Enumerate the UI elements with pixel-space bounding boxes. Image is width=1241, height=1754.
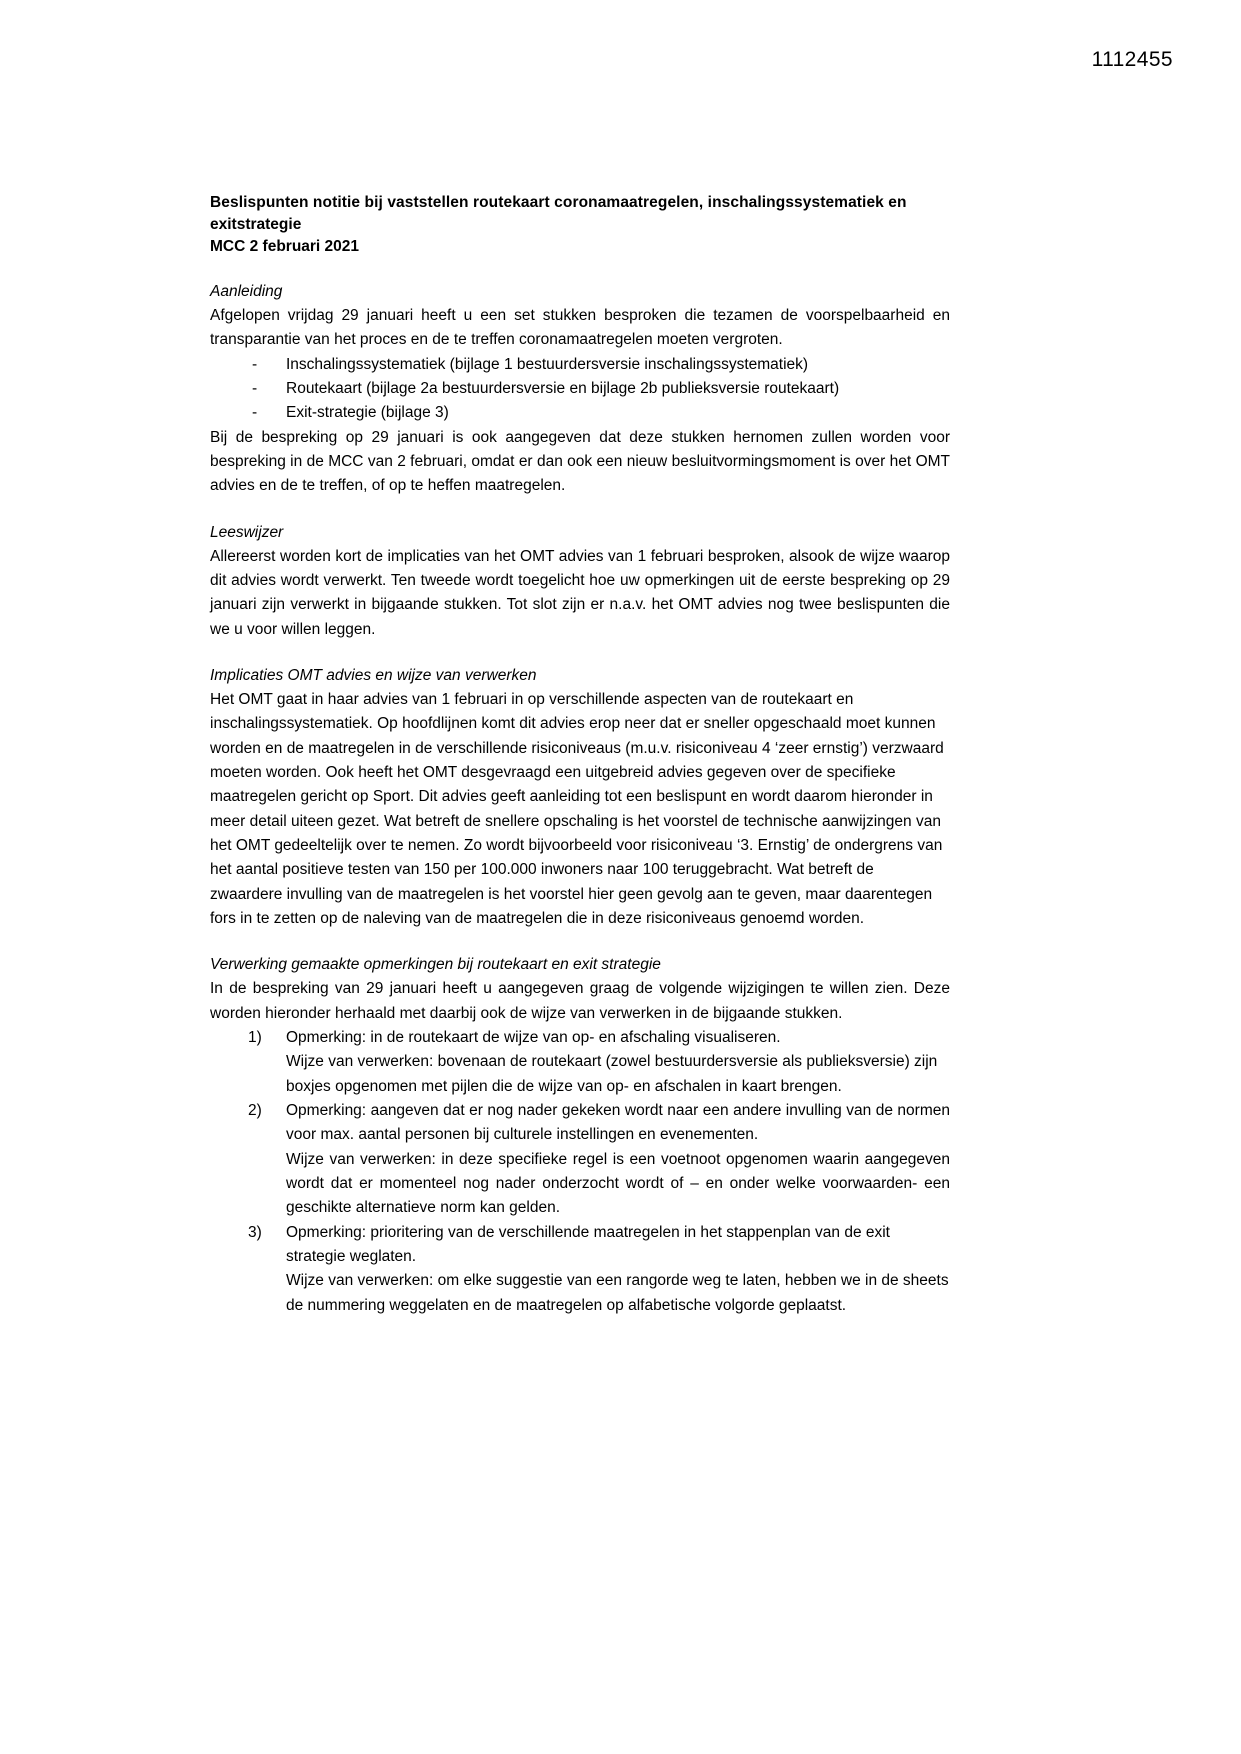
list-item-marker: 2)	[248, 1101, 262, 1119]
list-item	[210, 401, 950, 425]
dash-bullet-icon: -	[252, 355, 258, 373]
list-item-remark: Opmerking: in de routekaart de wijze van op- en afschaling visualiseren.	[286, 1028, 781, 1046]
leeswijzer-paragraph: Allereerst worden kort de implicaties van het OMT advies van 1 februari besproken, alsook de wijze waarop dit advies wordt verwerkt. Ten tweede wordt toegelicht hoe uw opmerkingen uit de eerste bespreking op 29 januari zijn verwerkt in bijgaande stukken. Tot slot zijn er n.a.v. het OMT advies nog twee beslispunten die we u voor willen leggen.	[210, 547, 950, 638]
section-heading-verwerking: Verwerking gemaakte opmerkingen bij routekaart en exit strategie	[210, 956, 661, 974]
section-aanleiding	[210, 280, 950, 499]
section-heading-implicaties: Implicaties OMT advies en wijze van verwerken	[210, 666, 537, 684]
list-item-processing: Wijze van verwerken: om elke suggestie van een rangorde weg te laten, hebben we in de sheets de nummering weggelaten en de maatregelen op alfabetische volgorde geplaatst.	[286, 1272, 949, 1314]
list-item	[210, 377, 950, 401]
list-item-processing: Wijze van verwerken: bovenaan de routekaart (zowel bestuurdersversie als publieksversie) zijn boxjes opgenomen met pijlen die de wijze van op- en afschalen in kaart brengen.	[286, 1053, 938, 1095]
list-item-processing: Wijze van verwerken: in deze specifieke regel is een voetnoot opgenomen waarin aangegeven wordt dat er momenteel nog nader onderzocht wordt of – en onder welke voorwaarden- een geschikte alternatieve norm kan gelden.	[286, 1150, 950, 1217]
list-item-remark: Opmerking: aangeven dat er nog nader gekeken wordt naar een andere invulling van de normen voor max. aantal personen bij culturele instellingen en evenementen.	[286, 1101, 950, 1144]
verwerking-numbered-list	[210, 1026, 950, 1318]
list-item	[210, 1026, 950, 1099]
aanleiding-intro-paragraph: Afgelopen vrijdag 29 januari heeft u een set stukken besproken die tezamen de voorspelbaarheid en transparantie van het proces en de te treffen coronamaatregelen moeten vergroten.	[210, 307, 950, 349]
list-item-remark: Opmerking: prioritering van de verschillende maatregelen in het stappenplan van de exit strategie weglaten.	[286, 1223, 890, 1265]
section-implicaties-omt-advies	[210, 664, 950, 931]
list-item	[210, 353, 950, 377]
list-item-marker: 3)	[248, 1223, 262, 1241]
section-leeswijzer	[210, 521, 950, 642]
list-item-label: Routekaart (bijlage 2a bestuurdersversie en bijlage 2b publieksversie routekaart)	[286, 380, 840, 397]
dash-bullet-icon: -	[252, 404, 258, 422]
meeting-date: MCC 2 februari 2021	[210, 238, 360, 255]
section-verwerking-opmerkingen	[210, 953, 950, 1318]
list-item-label: Exit-strategie (bijlage 3)	[286, 404, 449, 422]
section-heading-leeswijzer: Leeswijzer	[210, 523, 284, 541]
document-body	[210, 192, 950, 1318]
list-item-label: Inschalingssystematiek (bijlage 1 bestuurdersversie inschalingssystematiek)	[286, 355, 809, 373]
document-title-line-2: exitstrategie	[210, 216, 302, 233]
page-number: 1112455	[1091, 48, 1173, 71]
list-item-marker: 1)	[248, 1028, 262, 1046]
list-item	[210, 1221, 950, 1318]
aanleiding-bullet-list	[210, 353, 950, 426]
aanleiding-outro-paragraph: Bij de bespreking op 29 januari is ook aangegeven dat deze stukken hernomen zullen worden voor bespreking in de MCC van 2 februari, omdat er dan ook een nieuw besluitvormingsmoment is over het OMT advies en de te treffen, of op te heffen maatregelen.	[210, 428, 950, 495]
list-item	[210, 1099, 950, 1221]
section-heading-aanleiding: Aanleiding	[210, 283, 283, 300]
implicaties-paragraph: Het OMT gaat in haar advies van 1 februari in op verschillende aspecten van de routekaart en inschalingssystematiek. Op hoofdlijnen komt dit advies erop neer dat er sneller opgeschaald moet kunnen worden en de maatregelen in de verschillende risiconiveaus (m.u.v. risiconiveau 4 ‘zeer ernstig’) verzwaard moeten worden. Ook heeft het OMT desgevraagd een uitgebreid advies gegeven over de specifieke maatregelen gericht op Sport. Dit advies geeft aanleiding tot een beslispunt en wordt daarom hieronder in meer detail uiteen gezet. Wat betreft de snellere opschaling is het voorstel de technische aanwijzingen van het OMT gedeeltelijk over te nemen. Zo wordt bijvoorbeeld voor risiconiveau ‘3. Ernstig’ de ondergrens van het aantal positieve testen van 150 per 100.000 inwoners naar 100 teruggebracht. Wat betreft de zwaardere invulling van de maatregelen is het voorstel hier geen gevolg aan te geven, maar daarentegen fors in te zetten op de naleving van de maatregelen die in deze risiconiveaus genoemd worden.	[210, 690, 944, 927]
dash-bullet-icon: -	[252, 380, 258, 397]
verwerking-intro-paragraph: In de bespreking van 29 januari heeft u aangegeven graag de volgende wijzigingen te willen zien. Deze worden hieronder herhaald met daarbij ook de wijze van verwerken in de bijgaande stukken.	[210, 980, 950, 1022]
document-title-line-1: Beslispunten notitie bij vaststellen routekaart coronamaatregelen, inschalingssystematiek en	[210, 194, 907, 211]
